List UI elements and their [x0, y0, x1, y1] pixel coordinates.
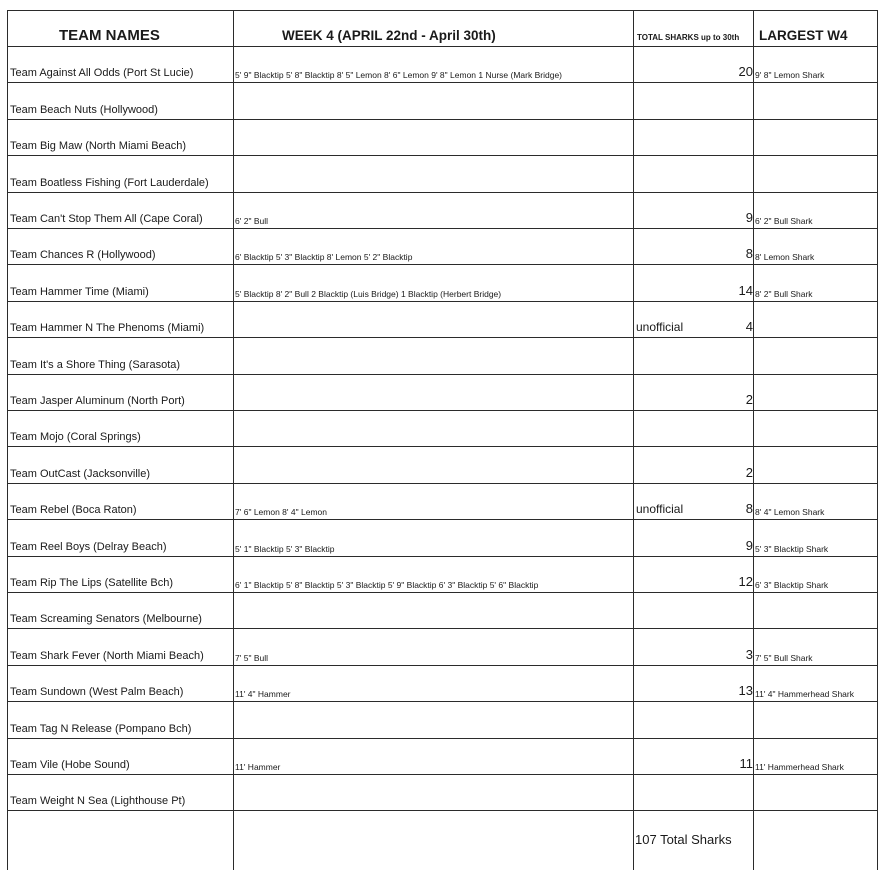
team-name: Team Boatless Fishing (Fort Lauderdale): [10, 177, 209, 189]
shark-tournament-table: [7, 10, 878, 870]
team-name: Team Screaming Senators (Melbourne): [10, 613, 202, 625]
total-sharks: 2: [745, 465, 753, 480]
largest-shark: 6' 2" Bull Shark: [755, 216, 813, 226]
week-catches: 5' 9" Blacktip 5' 8" Blacktip 8' 5" Lemon 8' 6" Lemon 9' 8" Lemon 1 Nurse (Mark Bridge): [235, 70, 562, 80]
row-divider: [7, 592, 878, 593]
team-name: Team Big Maw (North Miami Beach): [10, 140, 187, 152]
total-sharks: 13: [738, 683, 753, 698]
team-name: Team Rebel (Boca Raton): [10, 504, 137, 516]
team-name: Team OutCast (Jacksonville): [10, 468, 150, 480]
team-name: Team Jasper Aluminum (North Port): [10, 395, 185, 407]
row-divider: [7, 155, 878, 156]
row-divider: [7, 337, 878, 338]
row-divider: [7, 556, 878, 557]
row-divider: [7, 701, 878, 702]
team-name: Team Hammer N The Phenoms (Miami): [10, 322, 205, 334]
week-catches: 5' Blacktip 8' 2" Bull 2 Blacktip (Luis Bridge) 1 Blacktip (Herbert Bridge): [235, 289, 502, 299]
column-divider: [877, 10, 878, 870]
column-divider: [633, 10, 634, 870]
total-sharks: 12: [738, 574, 753, 589]
column-divider: [233, 10, 234, 870]
week-catches: 11' 4" Hammer: [235, 689, 291, 699]
row-divider: [7, 665, 878, 666]
team-name: Team Sundown (West Palm Beach): [10, 686, 184, 698]
row-divider: [7, 628, 878, 629]
week-catches: 7' 5" Bull: [235, 653, 268, 663]
week-catches: 6' Blacktip 5' 3" Blacktip 8' Lemon 5' 2" Blacktip: [235, 252, 413, 262]
total-sharks: 4: [745, 319, 753, 334]
largest-shark: 8' 2" Bull Shark: [755, 289, 813, 299]
row-divider: [7, 519, 878, 520]
row-divider: [7, 483, 878, 484]
row-divider: [7, 301, 878, 302]
week-catches: 11' Hammer: [235, 762, 281, 772]
row-divider: [7, 228, 878, 229]
row-divider: [7, 738, 878, 739]
column-divider: [753, 10, 754, 870]
row-divider: [7, 264, 878, 265]
row-divider: [7, 410, 878, 411]
row-divider: [7, 46, 878, 47]
row-divider: [7, 82, 878, 83]
team-name: Team It's a Shore Thing (Sarasota): [10, 359, 181, 371]
team-name: Team Beach Nuts (Hollywood): [10, 104, 158, 116]
row-divider: [7, 192, 878, 193]
row-divider: [7, 810, 878, 811]
unofficial-flag: unofficial: [636, 320, 684, 334]
team-name: Team Against All Odds (Port St Lucie): [10, 67, 194, 79]
total-sharks: 2: [745, 392, 753, 407]
team-name: Team Weight N Sea (Lighthouse Pt): [10, 795, 186, 807]
largest-shark: 8' 4" Lemon Shark: [755, 507, 825, 517]
total-sharks: 20: [738, 64, 753, 79]
total-sharks: 9: [745, 538, 753, 553]
team-name: Team Tag N Release (Pompano Bch): [10, 723, 192, 735]
team-name: Team Mojo (Coral Springs): [10, 431, 141, 443]
row-divider: [7, 446, 878, 447]
team-name: Team Can't Stop Them All (Cape Coral): [10, 213, 203, 225]
largest-shark: 5' 3" Blacktip Shark: [755, 544, 829, 554]
column-divider: [7, 10, 8, 870]
largest-shark: 11' Hammerhead Shark: [755, 762, 844, 772]
team-name: Team Reel Boys (Delray Beach): [10, 541, 167, 553]
week-catches: 5' 1" Blacktip 5' 3" Blacktip: [235, 544, 335, 554]
row-divider: [7, 119, 878, 120]
grand-total: 107 Total Sharks: [635, 832, 732, 847]
team-name: Team Rip The Lips (Satellite Bch): [10, 577, 174, 589]
total-sharks: 11: [739, 756, 753, 771]
largest-shark: 7' 5" Bull Shark: [755, 653, 813, 663]
team-name: Team Hammer Time (Miami): [10, 286, 149, 298]
largest-shark: 9' 8" Lemon Shark: [755, 70, 825, 80]
header-team-names: TEAM NAMES: [59, 27, 160, 44]
total-sharks: 14: [738, 283, 753, 298]
team-name: Team Chances R (Hollywood): [10, 249, 156, 261]
row-divider: [7, 374, 878, 375]
unofficial-flag: unofficial: [636, 502, 684, 516]
largest-shark: 8' Lemon Shark: [755, 252, 815, 262]
row-divider: [7, 774, 878, 775]
team-name: Team Vile (Hobe Sound): [10, 759, 130, 771]
header-week: WEEK 4 (APRIL 22nd - April 30th): [282, 28, 496, 43]
week-catches: 7' 6" Lemon 8' 4" Lemon: [235, 507, 327, 517]
week-catches: 6' 2" Bull: [235, 216, 268, 226]
team-name: Team Shark Fever (North Miami Beach): [10, 650, 204, 662]
largest-shark: 11' 4" Hammerhead Shark: [755, 689, 854, 699]
header-total-sharks: TOTAL SHARKS up to 30th: [637, 33, 740, 42]
total-sharks: 3: [745, 647, 753, 662]
week-catches: 6' 1" Blacktip 5' 8" Blacktip 5' 3" Blacktip 5' 9" Blacktip 6' 3" Blacktip 5' 6" Blacktip: [235, 580, 539, 590]
row-divider: [7, 10, 878, 11]
total-sharks: 9: [745, 210, 753, 225]
total-sharks: 8: [745, 246, 753, 261]
largest-shark: 6' 3" Blacktip Shark: [755, 580, 829, 590]
total-sharks: 8: [745, 501, 753, 516]
header-largest: LARGEST W4: [759, 28, 848, 43]
